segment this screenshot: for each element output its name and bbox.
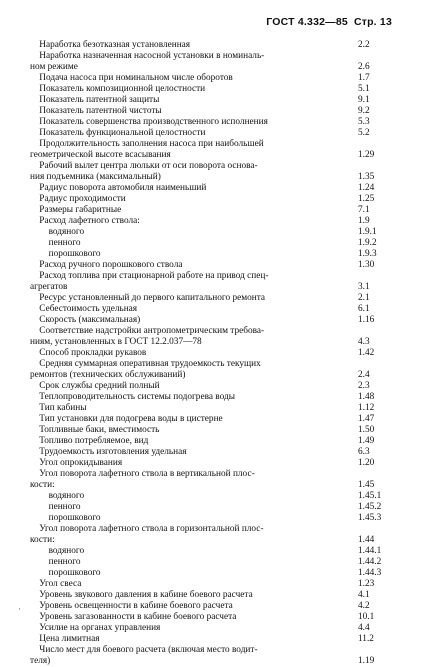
entry-code: 4.1 — [358, 590, 370, 600]
entry-text: Угол опрокидывания — [30, 458, 123, 468]
entry-code: 1.44.2 — [358, 557, 382, 567]
entry-text: пенного — [30, 557, 81, 567]
entry-code: 9.2 — [358, 106, 370, 116]
index-entry — [30, 656, 392, 667]
entry-code: 1.45.1 — [358, 491, 382, 501]
index-entry — [30, 447, 392, 458]
entry-text: ниям, установленных в ГОСТ 12.2.037—78 — [30, 337, 202, 347]
entry-code: 1.12 — [358, 403, 375, 413]
index-entry — [30, 579, 392, 590]
entry-text: Уровень загазованности в кабине боевого расчета — [30, 612, 237, 622]
entry-text: водяного — [30, 227, 85, 237]
entry-code: 5.3 — [358, 117, 370, 127]
index-entry — [30, 348, 392, 359]
index-entry — [30, 183, 392, 194]
index-entry — [30, 260, 392, 271]
entry-text: Срок службы средний полный — [30, 381, 160, 391]
entry-text: порошкового — [30, 513, 101, 523]
index-entry — [30, 139, 392, 150]
entry-text: Радиус поворота автомобиля наименьший — [30, 183, 207, 193]
entry-code: 1.25 — [358, 194, 375, 204]
index-entry — [30, 172, 392, 183]
entry-text: Способ прокладки рукавов — [30, 348, 147, 358]
entry-code: 5.1 — [358, 84, 370, 94]
entry-code: 2.3 — [358, 381, 370, 391]
entry-text: Топливные баки, вместимость — [30, 425, 160, 435]
entry-text: Усилие на органах управления — [30, 623, 161, 633]
index-entry — [30, 359, 392, 370]
index-entry — [30, 623, 392, 634]
entry-text: Угол поворота лафетного ствола в горизонтальной плос- — [30, 524, 264, 534]
index-entry — [30, 304, 392, 315]
entry-code: 2.4 — [358, 370, 370, 380]
entry-text: Цена лимитная — [30, 634, 100, 644]
entry-text: Ресурс установленный до первого капитального ремонта — [30, 293, 266, 303]
entry-text: Рабочий вылет центра люльки от оси поворота основа- — [30, 161, 258, 171]
entry-text: Наработка назначенная насосной установки в номиналь- — [30, 51, 265, 61]
entry-text: Показатель патентной чистоты — [30, 106, 162, 116]
index-entry — [30, 546, 392, 557]
index-entry — [30, 480, 392, 491]
index-entry — [30, 205, 392, 216]
entry-text: кости: — [30, 535, 55, 545]
index-entry — [30, 117, 392, 128]
entry-text: ном режиме — [30, 62, 78, 72]
entry-code: 10.1 — [358, 612, 375, 622]
entry-code: 1.35 — [358, 172, 375, 182]
entry-code: 2.2 — [358, 40, 370, 50]
entry-text: ремонтов (технических обслуживаний) — [30, 370, 186, 380]
index-entry — [30, 106, 392, 117]
entry-code: 4.4 — [358, 623, 370, 633]
entry-text: Продолжительность заполнения насоса при наибольшей — [30, 139, 264, 149]
index-entry — [30, 524, 392, 535]
index-entry — [30, 414, 392, 425]
index-entry — [30, 73, 392, 84]
entry-code: 1.44.1 — [358, 546, 382, 556]
entry-text: Угол поворота лафетного ствола в вертикальной плос- — [30, 469, 255, 479]
entry-text: Радиус проходимости — [30, 194, 126, 204]
index-entry — [30, 381, 392, 392]
entry-code: 1.44 — [358, 535, 375, 545]
index-entry — [30, 282, 392, 293]
entry-text: теля) — [30, 656, 51, 666]
entry-code: 1.9.2 — [358, 238, 377, 248]
entry-code: 1.45.2 — [358, 502, 382, 512]
index-entry — [30, 612, 392, 623]
index-entry — [30, 645, 392, 656]
index-entry — [30, 491, 392, 502]
entry-text: Себестоимость удельная — [30, 304, 138, 314]
entry-text: Топливо потребляемое, вид — [30, 436, 149, 446]
entry-code: 1.49 — [358, 436, 375, 446]
entry-text: ния подъемника (максимальный) — [30, 172, 161, 182]
entry-text: Средняя суммарная оперативная трудоемкость текущих — [30, 359, 261, 369]
entry-code: 1.50 — [358, 425, 375, 435]
entry-code: 2.1 — [358, 293, 370, 303]
entry-code: 1.45.3 — [358, 513, 382, 523]
entry-text: Уровень освещенности в кабине боевого расчета — [30, 601, 233, 611]
entry-text: Тип кабины — [30, 403, 87, 413]
entry-code: 1.20 — [358, 458, 375, 468]
index-entry — [30, 128, 392, 139]
entry-text: агрегатов — [30, 282, 68, 292]
index-entry — [30, 370, 392, 381]
entry-text: кости: — [30, 480, 55, 490]
index-entry — [30, 238, 392, 249]
index-entry — [30, 40, 392, 51]
entry-text: водяного — [30, 491, 85, 501]
entry-code: 6.1 — [358, 304, 370, 314]
entry-text: Показатель совершенства производственного исполнения — [30, 117, 268, 127]
entry-text: Скорость (максимальная) — [30, 315, 141, 325]
index-entry — [30, 403, 392, 414]
entry-text: пенного — [30, 238, 81, 248]
index-entry — [30, 150, 392, 161]
index-entry — [30, 458, 392, 469]
entry-text: Показатель патентной защиты — [30, 95, 160, 105]
entry-code: 1.7 — [358, 73, 370, 83]
entry-text: Расход ручного порошкового ствола — [30, 260, 183, 270]
index-entry — [30, 535, 392, 546]
standard-number: ГОСТ 4.332—85 — [266, 16, 348, 28]
index-entry — [30, 557, 392, 568]
entry-code: 1.42 — [358, 348, 375, 358]
entry-code: 5.2 — [358, 128, 370, 138]
entry-text: Показатель композиционной целостности — [30, 84, 206, 94]
index-entry — [30, 590, 392, 601]
index-entry — [30, 601, 392, 612]
entry-code: 1.47 — [358, 414, 375, 424]
entry-text: Расход лафетного ствола: — [30, 216, 140, 226]
page-header — [266, 17, 392, 28]
index-entries — [30, 40, 392, 667]
entry-text: Соответствие надстройки антропометрическим требова- — [30, 326, 265, 336]
index-entry — [30, 568, 392, 579]
entry-code: 1.24 — [358, 183, 375, 193]
entry-text: геометрической высоте всасывания — [30, 150, 171, 160]
entry-code: 1.29 — [358, 150, 375, 160]
index-entry — [30, 62, 392, 73]
entry-text: Угол свеса — [30, 579, 82, 589]
entry-code: 1.45 — [358, 480, 375, 490]
entry-code: 11.2 — [358, 634, 374, 644]
entry-code: 1.9 — [358, 216, 370, 226]
entry-code: 1.19 — [358, 656, 375, 666]
index-entry — [30, 436, 392, 447]
index-entry — [30, 315, 392, 326]
entry-code: 9.1 — [358, 95, 370, 105]
index-entry — [30, 249, 392, 260]
index-entry — [30, 326, 392, 337]
index-entry — [30, 425, 392, 436]
entry-code: 7.1 — [358, 205, 370, 215]
entry-code: 1.9.3 — [358, 249, 377, 259]
entry-code: 6.3 — [358, 447, 370, 457]
entry-code: 4.2 — [358, 601, 370, 611]
entry-text: Подача насоса при номинальном числе оборотов — [30, 73, 233, 83]
entry-text: пенного — [30, 502, 81, 512]
entry-text: Размеры габаритные — [30, 205, 122, 215]
scan-mark: · — [18, 604, 21, 614]
index-entry — [30, 271, 392, 282]
entry-code: 3.1 — [358, 282, 370, 292]
index-entry — [30, 337, 392, 348]
entry-text: Расход топлива при стационарной работе на привод спец- — [30, 271, 269, 281]
entry-code: 1.44.3 — [358, 568, 382, 578]
entry-code: 1.48 — [358, 392, 375, 402]
index-entry — [30, 51, 392, 62]
entry-code: 4.3 — [358, 337, 370, 347]
index-entry — [30, 194, 392, 205]
entry-text: Трудоемкость изготовления удельная — [30, 447, 187, 457]
entry-text: Тип установки для подогрева воды в цистерне — [30, 414, 223, 424]
entry-code: 1.23 — [358, 579, 375, 589]
entry-text: водяного — [30, 546, 85, 556]
index-entry — [30, 95, 392, 106]
entry-code: 2.6 — [358, 62, 370, 72]
index-entry — [30, 293, 392, 304]
index-entry — [30, 469, 392, 480]
index-entry — [30, 84, 392, 95]
entry-text: Показатель функциональной целостности — [30, 128, 206, 138]
index-entry — [30, 392, 392, 403]
entry-text: порошкового — [30, 568, 101, 578]
entry-text: Теплопроводительность системы подогрева воды — [30, 392, 235, 402]
entry-code: 1.9.1 — [358, 227, 377, 237]
index-entry — [30, 513, 392, 524]
index-entry — [30, 227, 392, 238]
entry-text: Наработка безотказная установленная — [30, 40, 191, 50]
entry-text: Уровень звукового давления в кабине боевого расчета — [30, 590, 253, 600]
entry-text: Число мест для боевого расчета (включая место водит- — [30, 645, 258, 655]
entry-code: 1.16 — [358, 315, 375, 325]
entry-text: порошкового — [30, 249, 101, 259]
index-entry — [30, 216, 392, 227]
index-entry — [30, 161, 392, 172]
index-entry — [30, 502, 392, 513]
page-number: Стр. 13 — [353, 16, 392, 28]
entry-code: 1.30 — [358, 260, 375, 270]
